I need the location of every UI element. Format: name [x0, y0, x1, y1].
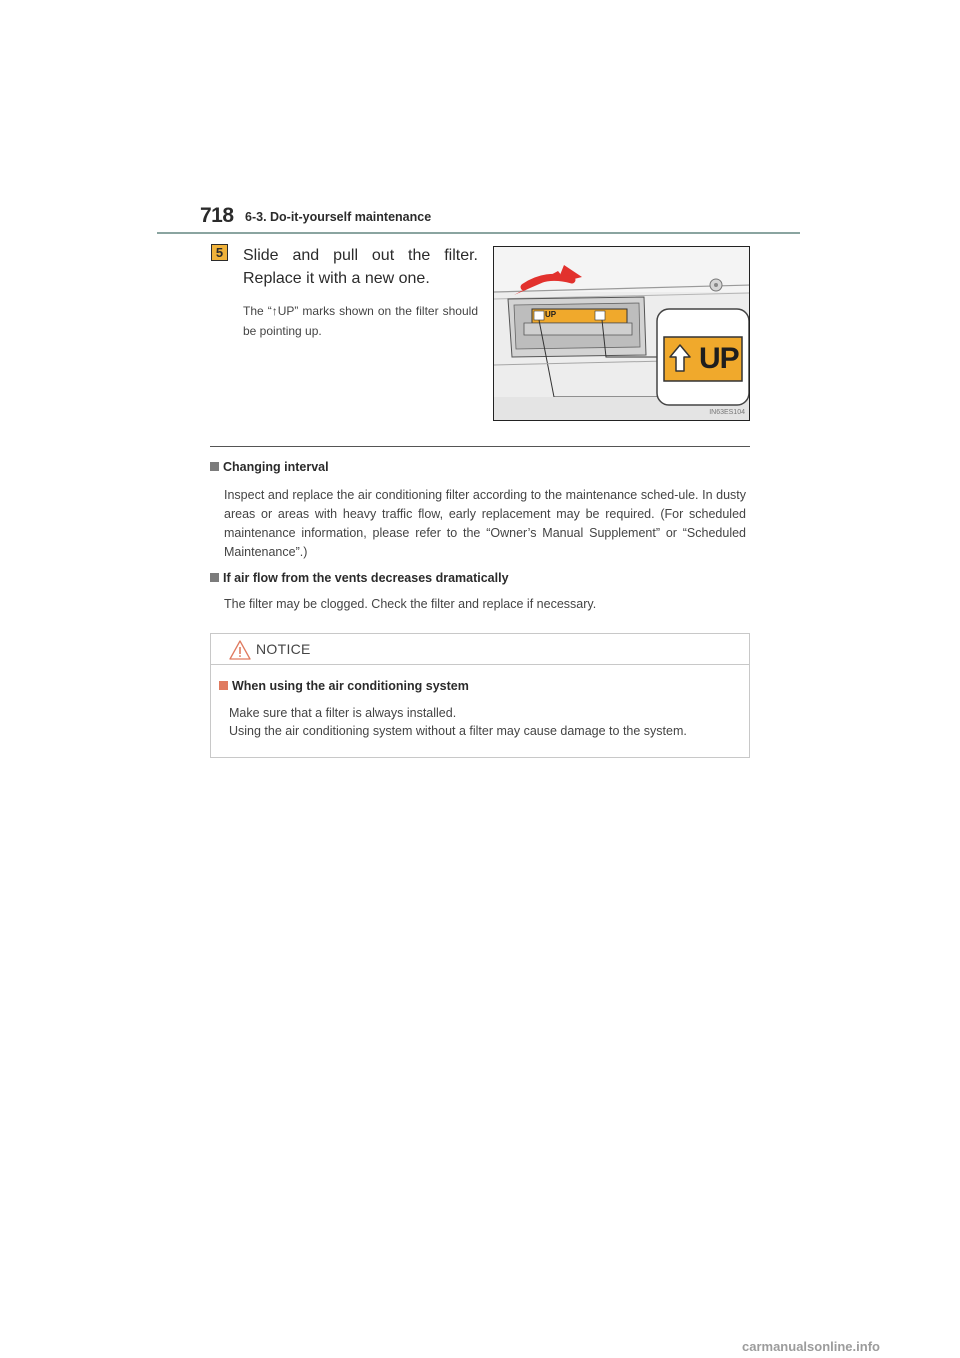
filter-illustration: [493, 246, 750, 421]
notice-title-row: [211, 634, 749, 665]
warning-triangle-icon: [229, 640, 251, 660]
filter-drawing: [494, 247, 750, 421]
watermark: carmanualsonline.info: [742, 1339, 880, 1354]
note-body-changing-interval: Inspect and replace the air conditioning filter according to the maintenance sched-ule. In dusty areas or areas with heavy traffic flow, early replacement may be required. (For scheduled maintenance information, please refer to the “Owner’s Manual Supplement” or “Scheduled Maintenance”.): [224, 488, 746, 559]
notice-body: [229, 704, 749, 740]
note-heading-changing-interval: [210, 460, 329, 474]
figure-code: IN63ES104: [709, 409, 745, 416]
notice-label: NOTICE: [256, 641, 311, 657]
notice-heading-text: When using the air conditioning system: [232, 679, 469, 693]
note-heading-text: If air flow from the vents decreases dramatically: [223, 571, 509, 585]
note-heading-air-flow: [210, 571, 509, 585]
notice-line-1: Make sure that a filter is always installed.: [229, 706, 457, 720]
header-rule: [157, 232, 800, 234]
step-note: The “↑UP” marks shown on the filter should be pointing up.: [243, 304, 478, 338]
note-body-air-flow: The filter may be clogged. Check the filter and replace if necessary.: [224, 597, 597, 611]
bullet-square: [210, 573, 219, 582]
step-number-badge: 5: [211, 244, 228, 261]
bullet-square: [210, 462, 219, 471]
section-divider: [210, 446, 750, 447]
up-label-small: UP: [545, 310, 557, 319]
notice-line-2: Using the air conditioning system without a filter may cause damage to the system.: [229, 724, 687, 738]
notice-box: [210, 633, 750, 758]
page-number: 718: [200, 204, 234, 227]
step-instruction: Slide and pull out the filter. Replace it with a new one.: [243, 247, 478, 287]
bullet-square: [219, 681, 228, 690]
up-label: UP: [699, 342, 739, 375]
section-title: 6-3. Do-it-yourself maintenance: [245, 210, 432, 224]
notice-heading: [219, 679, 469, 693]
note-heading-text: Changing interval: [223, 460, 329, 474]
